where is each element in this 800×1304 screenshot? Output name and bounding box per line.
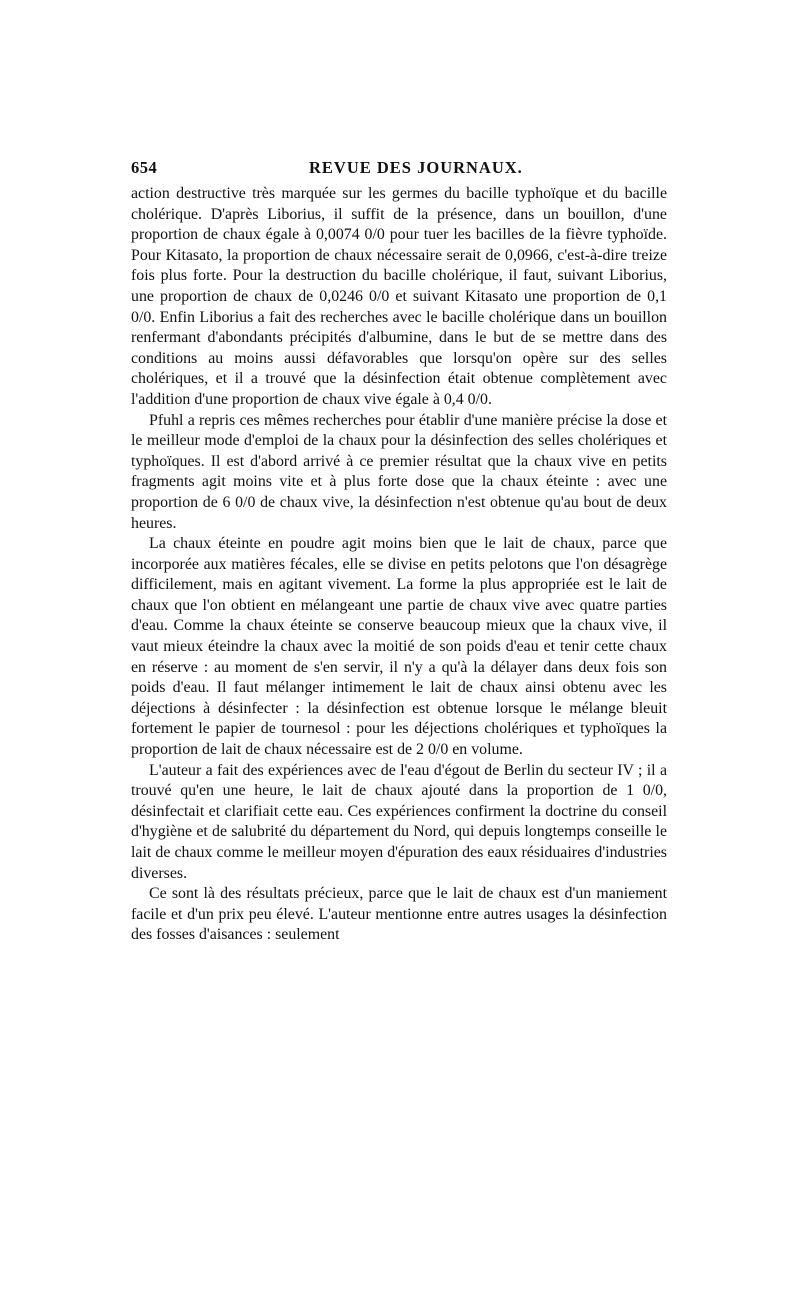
paragraph-5: Ce sont là des résultats précieux, parce que le lait de chaux est d'un maniement facile et d'un prix peu élevé. L'auteur mentionne entre autres usages la désinfection des fosses d'aisances : seulement <box>131 885 667 944</box>
paragraph-2: Pfuhl a repris ces mêmes recherches pour établir d'une manière précise la dose et le meilleur mode d'emploi de la chaux pour la désinfection des selles cholériques et typhoïques. Il est d'abord arrivé à ce premier résultat que la chaux vive en petits fragments agit moins vite et à plus forte dose que la chaux éteinte : avec une proportion de 6 0/0 de chaux vive, la désinfection n'est obtenue qu'au bout de deux heures. <box>131 411 667 532</box>
paragraph-4: L'auteur a fait des expériences avec de l'eau d'égout de Berlin du secteur IV ; il a trouvé qu'en une heure, le lait de chaux ajouté dans la proportion de 1 0/0, désinfectait et clarifiait cette eau. Ces expériences confirment la doctrine du conseil d'hygiène et de salubrité du département du Nord, qui depuis longtemps conseille le lait de chaux comme le meilleur moyen d'épuration des eaux résiduaires d'industries diverses. <box>131 761 667 882</box>
article-body <box>131 184 667 946</box>
page-number: 654 <box>131 158 158 177</box>
journal-page <box>131 158 667 946</box>
paragraph-1: action destructive très marquée sur les germes du bacille typhoïque et du bacille cholérique. D'après Liborius, il suffit de la présence, dans un bouillon, d'une proportion de chaux égale à 0,0074 0/0 pour tuer les bacilles de la fièvre typhoïde. Pour Kitasato, la proportion de chaux nécessaire serait de 0,0966, c'est-à-dire treize fois plus forte. Pour la destruction du bacille cholérique, il faut, suivant Liborius, une proportion de chaux de 0,0246 0/0 et suivant Kitasato une proportion de 0,1 0/0. Enfin Liborius a fait des recherches avec le bacille cholérique dans un bouillon renfermant d'abondants précipités d'albumine, dans le but de se mettre dans des conditions au moins aussi défavorables que lorsqu'on opère sur des selles cholériques, et il a trouvé que la désinfection était obtenue complètement avec l'addition d'une proportion de chaux vive égale à 0,4 0/0. <box>131 185 667 408</box>
paragraph-3: La chaux éteinte en poudre agit moins bien que le lait de chaux, parce que incorporée aux matières fécales, elle se divise en petits pelotons que l'on désagrège difficilement, mais en agitant vivement. La forme la plus appropriée est le lait de chaux que l'on obtient en mélangeant une partie de chaux vive avec quatre parties d'eau. Comme la chaux éteinte se conserve beaucoup mieux que la chaux vive, il vaut mieux éteindre la chaux avec la moitié de son poids d'eau et tenir cette chaux en réserve : au moment de s'en servir, il n'y a qu'à la délayer dans deux fois son poids d'eau. Il faut mélanger intimement le lait de chaux ainsi obtenu avec les déjections à désinfecter : la désinfection est obtenue lorsque le mélange bleuit fortement le papier de tournesol : pour les déjections cholériques et typhoïques la proportion de lait de chaux nécessaire est de 2 0/0 en volume. <box>131 535 667 759</box>
running-head: REVUE DES JOURNAUX. <box>309 158 523 177</box>
page-header <box>131 158 667 182</box>
